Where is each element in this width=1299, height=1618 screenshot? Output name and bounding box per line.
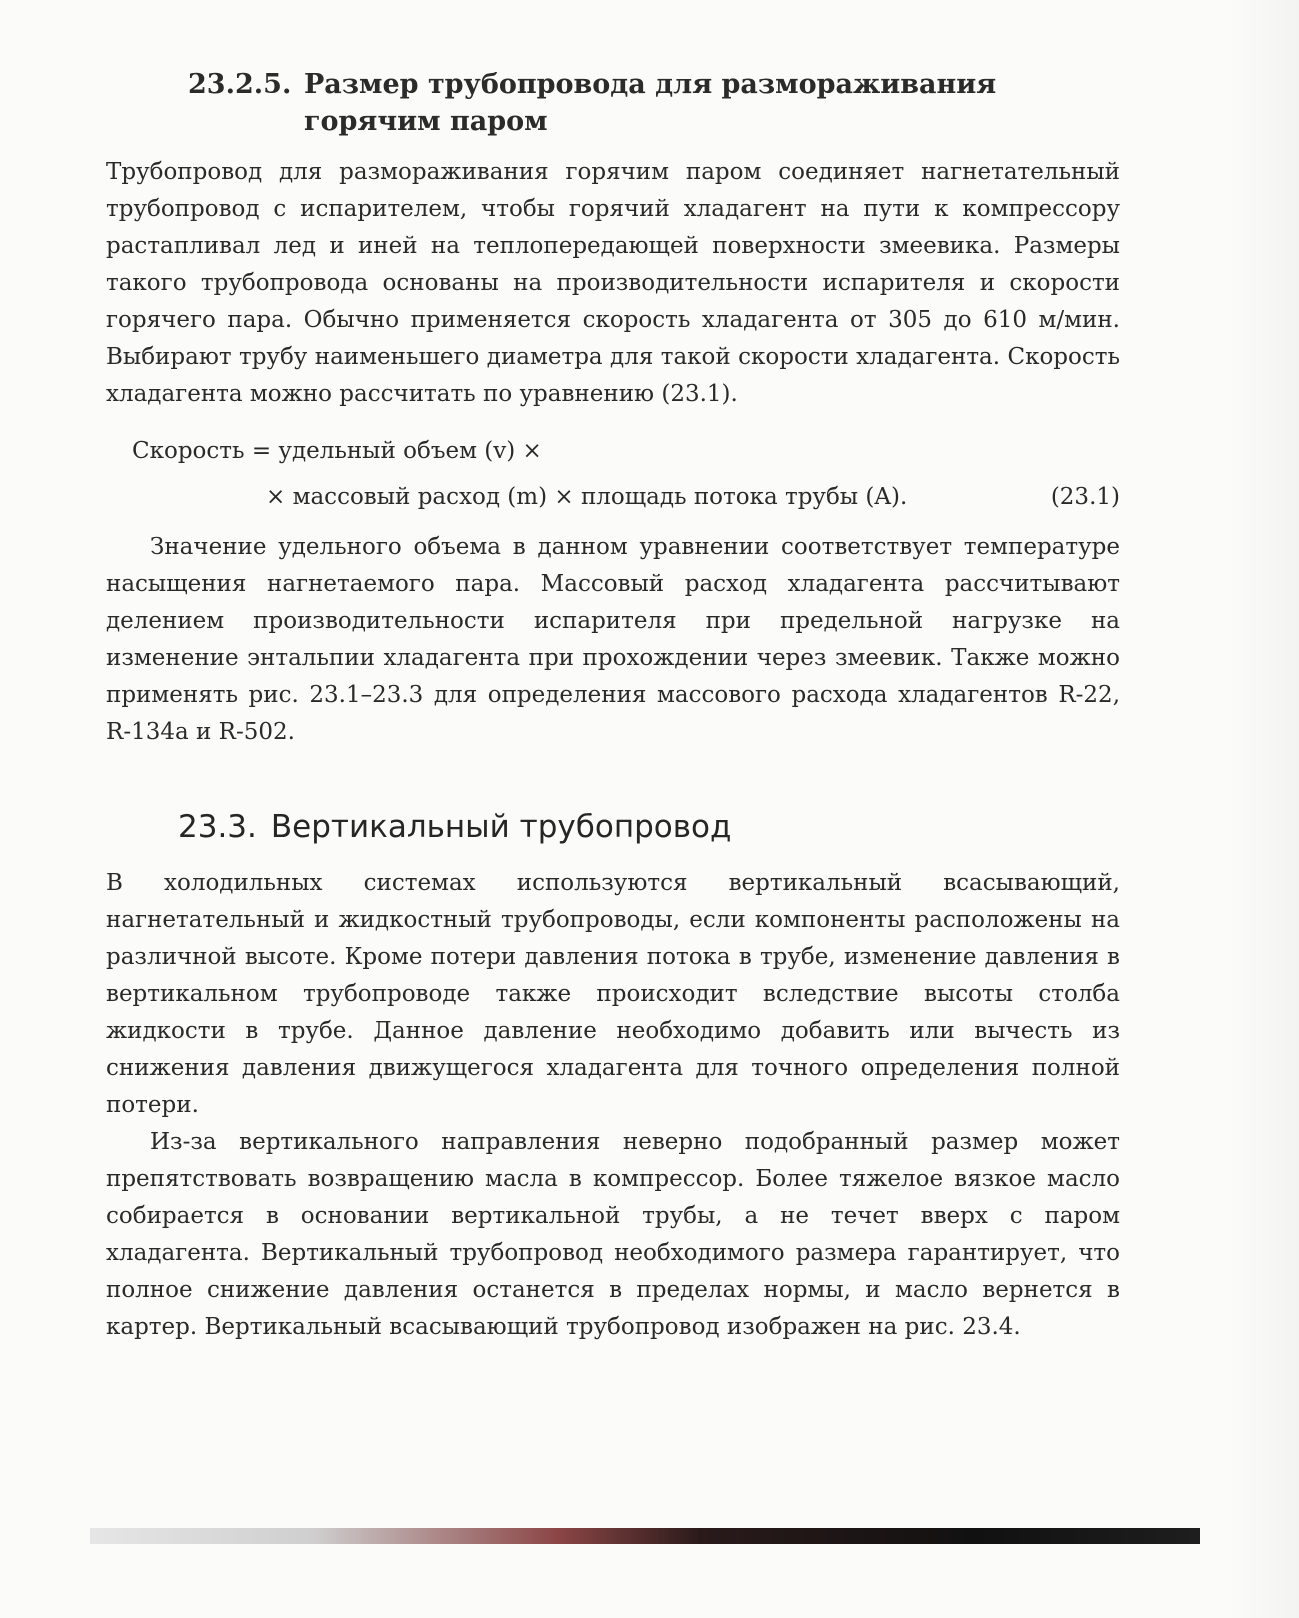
subsection-number: 23.2.5.: [188, 69, 292, 100]
paragraph-hot-gas-defrost: Трубопровод для размораживания горячим паром соединяет нагнетательный трубопровод с испарителем, чтобы горячий хладагент на пути к компрессору растапливал лед и иней на теплопередающей поверхности змеевика. Размеры такого трубопровода основаны на производительности испарителя и скорости горячего пара. Обычно применяется скорость хладагента от 305 до 610 м/мин. Выбирают трубу наименьшего диаметра для такой скорости хладагента. Скорость хладагента можно рассчитать по уравнению (23.1).: [106, 159, 1120, 407]
page-edge: [1229, 0, 1299, 1618]
section-heading: [178, 807, 1120, 847]
subsection-title: Размер трубопровода для размораживания горячим паром: [304, 69, 997, 137]
scan-edge-bar: [90, 1528, 1200, 1544]
paragraph-specific-volume: Значение удельного объема в данном уравнении соответствует температуре насыщения нагнетаемого пара. Массовый расход хладагента рассчитывают делением производительности испарителя при предельной нагрузке на изменение энтальпии хладагента при прохождении через змеевик. Также можно применять рис. 23.1–23.3 для определения массового расхода хладагентов R-22, R-134a и R-502.: [106, 534, 1120, 745]
equation-line-1: Скорость = удельный объем (v) ×: [132, 438, 542, 464]
page-content: [106, 66, 1120, 1346]
subsection-heading: [106, 66, 1120, 140]
section-number: 23.3.: [178, 809, 257, 845]
equation-23-1: [106, 429, 1120, 521]
section-title: Вертикальный трубопровод: [270, 809, 732, 845]
equation-line-2: × массовый расход (m) × площадь потока трубы (A).: [266, 484, 908, 510]
paragraph-vertical-piping: В холодильных системах используются вертикальный всасывающий, нагнетательный и жидкостный трубопроводы, если компоненты расположены на различной высоте. Кроме потери давления потока в трубе, изменение давления в вертикальном трубопроводе также происходит вследствие высоты столба жидкости в трубе. Данное давление необходимо добавить или вычесть из снижения давления движущегося хладагента для точного определения полной потери.: [106, 870, 1120, 1118]
paragraph-oil-return: Из-за вертикального направления неверно подобранный размер может препятствовать возвращению масла в компрессор. Более тяжелое вязкое масло собирается в основании вертикальной трубы, а не течет вверх с паром хладагента. Вертикальный трубопровод необходимого размера гарантирует, что полное снижение давления останется в пределах нормы, и масло вернется в картер. Вертикальный всасывающий трубопровод изображен на рис. 23.4.: [106, 1129, 1120, 1340]
equation-number: (23.1): [1050, 484, 1120, 510]
